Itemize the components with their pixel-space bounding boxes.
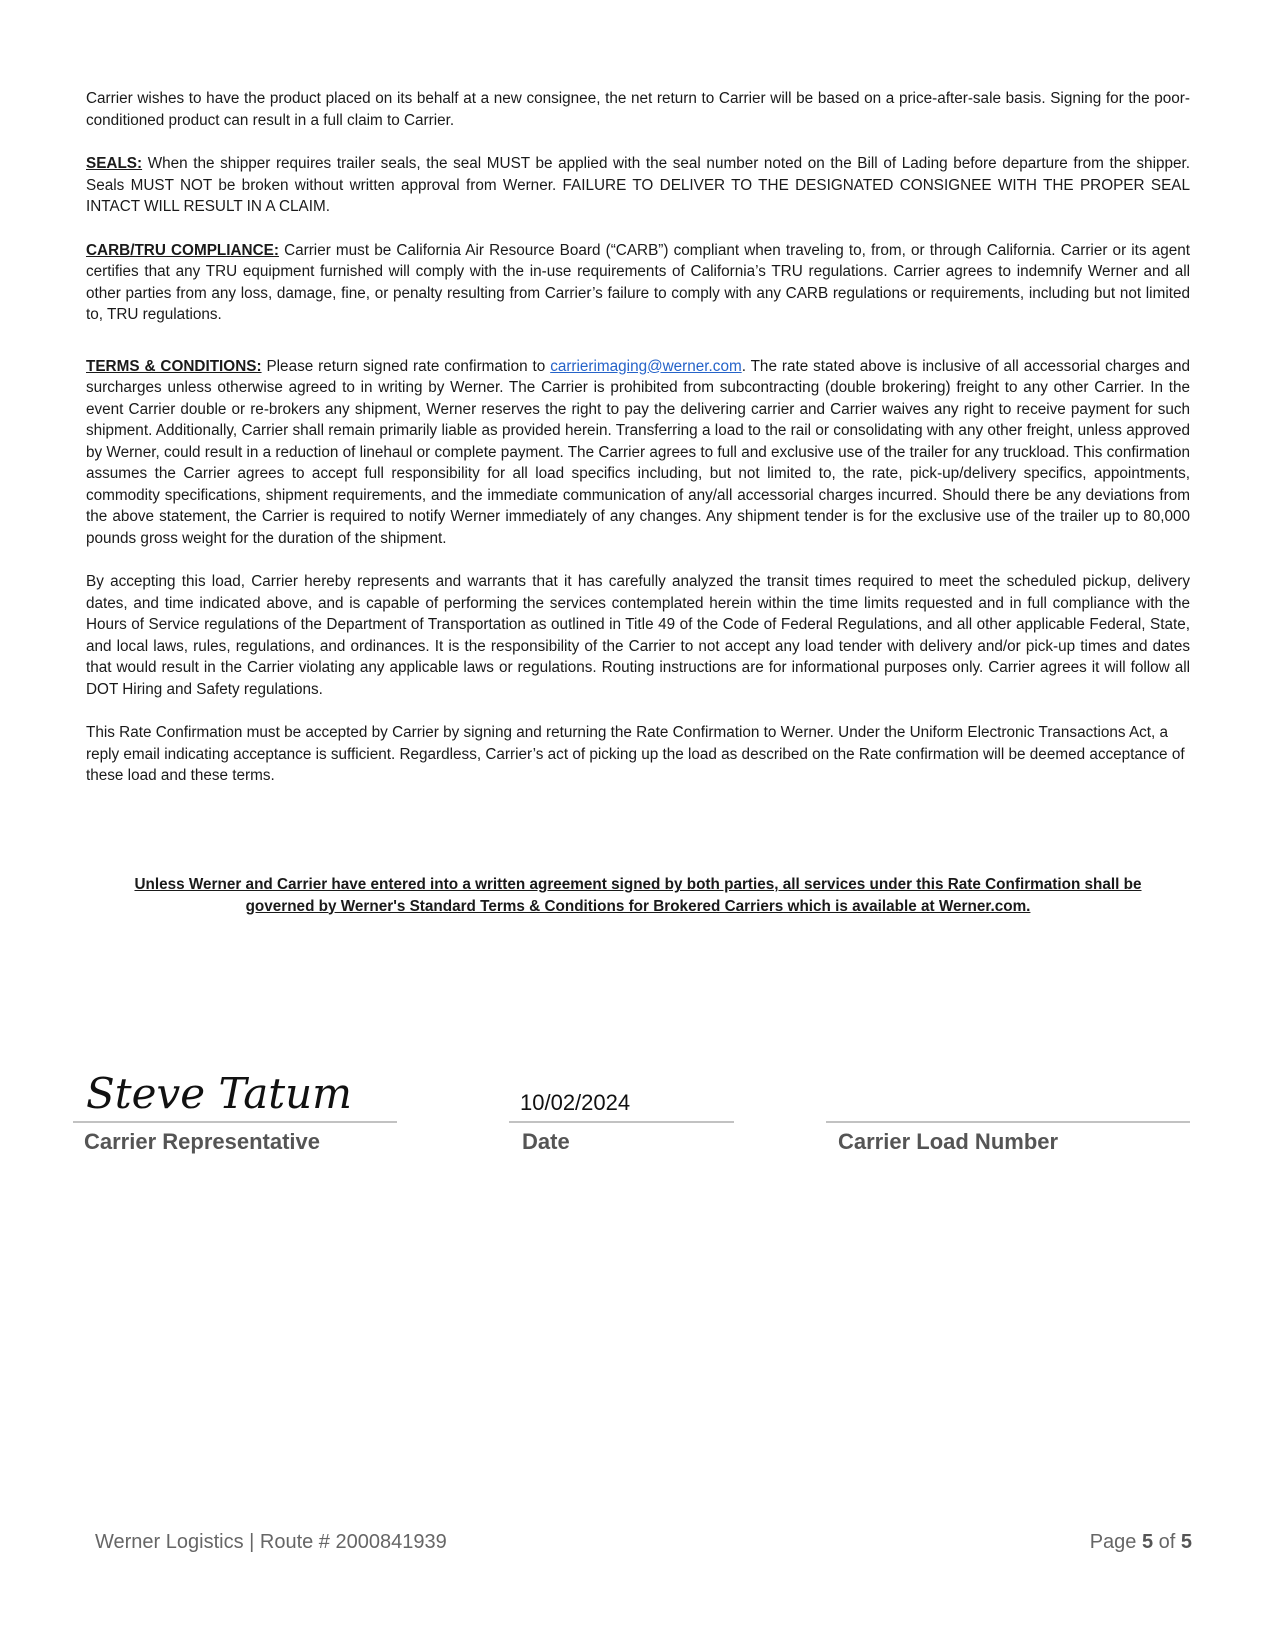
seals-heading: SEALS: — [86, 155, 143, 172]
carrier-load-number-line[interactable] — [826, 1121, 1190, 1123]
terms-conditions-heading: TERMS & CONDITIONS: — [86, 357, 262, 375]
carrier-representative-label: Carrier Representative — [84, 1129, 321, 1154]
signature-text: Steve Tatum — [86, 1069, 352, 1118]
seals-paragraph — [86, 153, 1190, 218]
page-of: of — [1153, 1531, 1181, 1553]
date-value: 10/02/2024 — [520, 1090, 631, 1115]
page-current: 5 — [1141, 1531, 1154, 1553]
footer-page-number — [1090, 1531, 1192, 1554]
terms-body — [86, 88, 1190, 787]
carrier-signature — [84, 1060, 384, 1122]
intro-paragraph: Carrier wishes to have the product placed on its behalf at a new consignee, the net return to Carrier will be based on a price-after-sale basis. Signing for the poor-conditioned product can result in a full claim to Carrier. — [86, 90, 1190, 129]
terms-text-after-link: . The rate stated above is inclusive of all accessorial charges and surcharges unless otherwise agreed to in writing by Werner. The Carrier is prohibited from subcontracting (double brokering) freight to any other Carrier. In the event Carrier double or re-brokers any shipment, Werner reserves the right to pay the delivering carrier and Carrier waives any right to receive payment for such shipment. Additionally, Carrier shall remain primarily liable as provided herein. Transferring a load to the rail or consolidating with any other freight, unless approved by Werner, could result in a reduction of linehaul or complete payment. The Carrier agrees to full and exclusive use of the trailer for any truckload. This confirmation assumes the Carrier agrees to accept full responsibility for all load specifics including, but not limited to, the rate, pick-up/delivery specifics, appointments, commodity specifications, shipment requirements, and the immediate communication of any/all accessorial charges incurred. Should there be any deviations from the above statement, the Carrier is required to notify Werner immediately of any changes. Any shipment tender is for the exclusive use of the trailer up to 80,000 pounds gross weight for the duration of the shipment. — [86, 357, 1190, 547]
acceptance-paragraph: This Rate Confirmation must be accepted by Carrier by signing and returning the Rate Confirmation to Werner. Under the Uniform Electronic Transactions Act, a reply email indicating acceptance is sufficient. Regardless, Carrier’s act of picking up the load as described on the Rate confirmation will be deemed acceptance of these load and these terms. — [86, 724, 1185, 784]
page-total: 5 — [1180, 1531, 1192, 1553]
date-label: Date — [522, 1129, 570, 1154]
notice-line-1: Unless Werner and Carrier have entered into a written agreement signed by both parties, all services under this Rate Confirmation shall be — [134, 876, 1142, 893]
accepting-paragraph: By accepting this load, Carrier hereby represents and warrants that it has carefully analyzed the transit times required to meet the scheduled pickup, delivery dates, and time indicated above, and is capable of performing the services contemplated herein within the time limits requested and in full compliance with the Hours of Service regulations of the Department of Transportation as outlined in Title 49 of the Code of Federal Regulations, and all other applicable Federal, State, and local laws, rules, regulations, and ordinances. It is the responsibility of the Carrier to not accept any load tender with delivery and/or pick-up times and dates that would result in the Carrier violating any applicable laws or regulations. Routing instructions are for informational purposes only. Carrier agrees it will follow all DOT Hiring and Safety regulations. — [86, 573, 1190, 698]
standard-terms-notice — [86, 874, 1190, 917]
footer-route: Werner Logistics | Route # 2000841939 — [95, 1531, 447, 1553]
email-link[interactable]: carrierimaging@werner.com — [550, 357, 742, 375]
notice-line-2: governed by Werner's Standard Terms & Conditions for Brokered Carriers which is available at Werner.com. — [245, 897, 1031, 915]
page-prefix: Page — [1089, 1531, 1142, 1553]
carrier-representative-line — [73, 1121, 397, 1123]
terms-text-before-link: Please return signed rate confirmation to — [261, 357, 551, 375]
carb-text: Carrier must be California Air Resource Board (“CARB”) compliant when traveling to, from, or through California. Carrier or its agent certifies that any TRU equipment furnished will comply with the in-use requirements of California’s TRU regulations. Carrier agrees to indemnify Werner and all other parties from any loss, damage, fine, or penalty resulting from Carrier’s failure to comply with any CARB regulations or requirements, including but not limited to, TRU regulations. — [86, 241, 1190, 323]
carb-heading: CARB/TRU COMPLIANCE: — [86, 241, 279, 259]
terms-conditions-paragraph — [86, 356, 1190, 550]
seals-text: When the shipper requires trailer seals, the seal MUST be applied with the seal number noted on the Bill of Lading before departure from the shipper. Seals MUST NOT be broken without written approval from Werner. FAILURE TO DELIVER TO THE DESIGNATED CONSIGNEE WITH THE PROPER SEAL INTACT WILL RESULT IN A CLAIM. — [86, 155, 1190, 215]
carb-paragraph — [86, 240, 1190, 326]
carrier-load-number-label: Carrier Load Number — [838, 1129, 1059, 1154]
date-line — [509, 1121, 734, 1123]
